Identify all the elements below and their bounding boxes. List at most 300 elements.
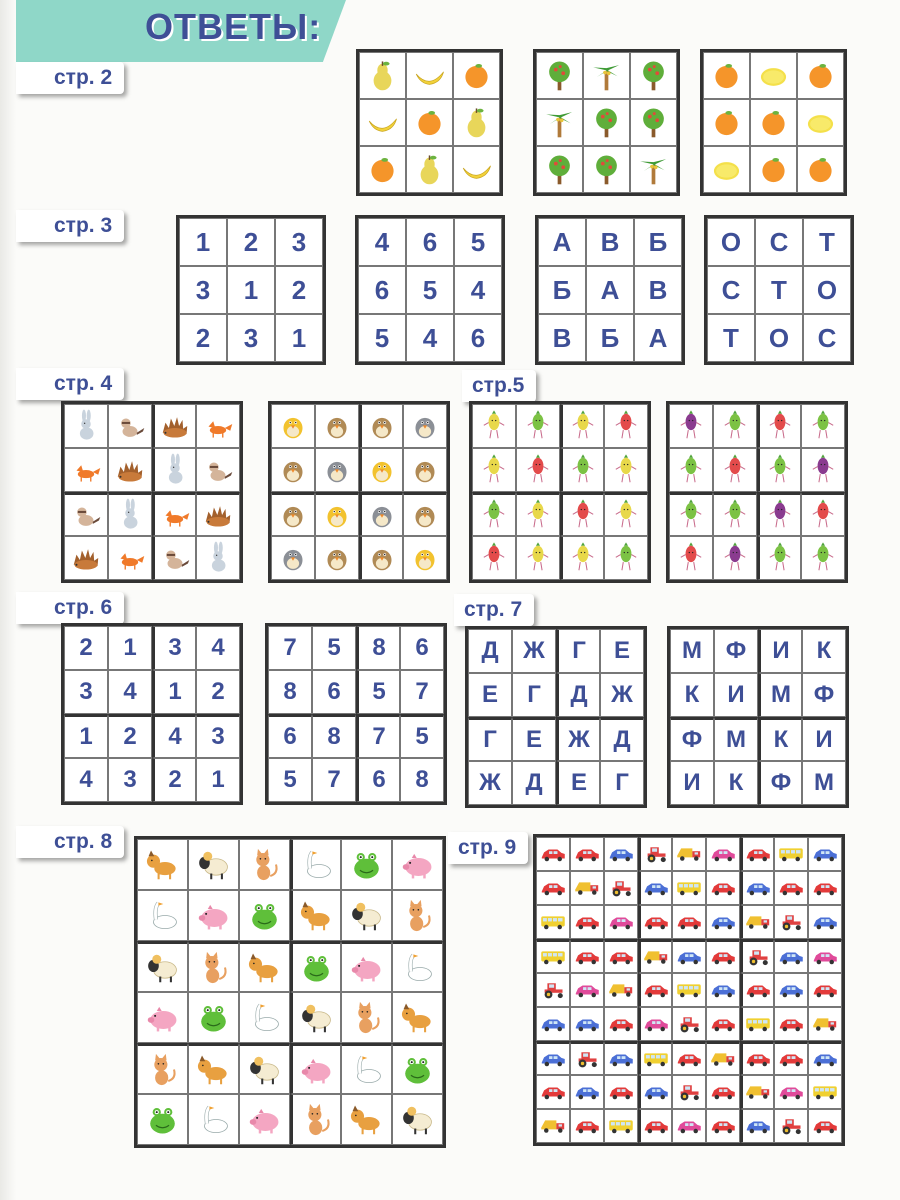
pig-icon: [296, 1049, 337, 1090]
grid-cell: [757, 536, 801, 580]
car-red-icon: [744, 976, 772, 1004]
grid-cell: [740, 837, 774, 871]
grid-cell: [774, 1007, 808, 1041]
dog-icon: [346, 1099, 387, 1140]
grid-cell: [271, 536, 315, 580]
p3-grid-4: [704, 215, 854, 365]
grid-cell: [703, 99, 750, 146]
grid-cell: [536, 837, 570, 871]
grid-cell: М: [714, 717, 758, 761]
grid-cell: [403, 448, 447, 492]
veg-green-icon: [763, 541, 797, 575]
grid-cell: М: [802, 761, 846, 805]
bus-icon: [744, 1010, 772, 1038]
grid-cell: [706, 973, 740, 1007]
veg-purple-icon: [674, 409, 708, 443]
veg-red-icon: [763, 409, 797, 443]
car-blue-icon: [744, 874, 772, 902]
grid-cell: [740, 973, 774, 1007]
grid-cell: [672, 1007, 706, 1041]
grid-cell: Т: [707, 314, 755, 362]
grid-cell: Ф: [714, 629, 758, 673]
car-red-icon: [642, 976, 670, 1004]
car-red-icon: [744, 840, 772, 868]
tree-icon: [541, 151, 578, 188]
grid-cell: С: [755, 218, 803, 266]
grid-cell: [341, 1043, 392, 1094]
grid-cell: 1: [152, 670, 196, 714]
grid-cell: [341, 890, 392, 941]
grid-cell: [638, 939, 672, 973]
veg-green-icon: [674, 498, 708, 532]
car-red-icon: [811, 976, 839, 1004]
grid-cell: [239, 890, 290, 941]
grid-cell: [750, 52, 797, 99]
palm-icon: [541, 104, 578, 141]
tree-icon: [635, 57, 672, 94]
veg-green-icon: [521, 409, 555, 443]
grid-cell: [536, 973, 570, 1007]
grid-cell: [108, 448, 152, 492]
grid-cell: [740, 905, 774, 939]
veg-purple-icon: [718, 541, 752, 575]
grid-cell: 2: [152, 758, 196, 802]
grid-cell: [801, 536, 845, 580]
goose-icon: [244, 997, 285, 1038]
grid-cell: [774, 1075, 808, 1109]
grid-cell: 4: [108, 670, 152, 714]
veg-red-icon: [674, 541, 708, 575]
car-blue-icon: [607, 840, 635, 868]
grid-cell: 7: [268, 626, 312, 670]
grid-cell: 6: [268, 714, 312, 758]
grid-cell: [604, 448, 648, 492]
tractor-icon: [744, 943, 772, 971]
grid-cell: [392, 941, 443, 992]
tractor-icon: [607, 874, 635, 902]
grid-cell: [536, 1075, 570, 1109]
raccoon-icon: [158, 541, 192, 575]
bird-gray-icon: [408, 409, 442, 443]
grid-cell: К: [758, 717, 802, 761]
grid-cell: Ф: [670, 717, 714, 761]
grid-cell: [137, 992, 188, 1043]
tractor-icon: [777, 1112, 805, 1140]
veg-red-icon: [566, 498, 600, 532]
car-red-icon: [709, 1112, 737, 1140]
dog-icon: [244, 947, 285, 988]
dog-icon: [397, 997, 438, 1038]
goose-icon: [296, 844, 337, 885]
grid-cell: [808, 837, 842, 871]
goose-icon: [193, 1099, 234, 1140]
grid-cell: [516, 404, 560, 448]
car-red-icon: [777, 874, 805, 902]
orange-icon: [802, 57, 839, 94]
grid-cell: 4: [196, 626, 240, 670]
car-blue-icon: [539, 1010, 567, 1038]
p7-grid-1: [465, 626, 647, 808]
veg-green-icon: [674, 453, 708, 487]
grid-cell: [560, 492, 604, 536]
sheep-icon: [142, 947, 183, 988]
grid-cell: [536, 146, 583, 193]
pear-icon: [458, 104, 495, 141]
grid-cell: [638, 1041, 672, 1075]
bird-brown-icon: [276, 498, 310, 532]
frog-icon: [244, 895, 285, 936]
grid-cell: [706, 837, 740, 871]
grid-cell: 1: [196, 758, 240, 802]
grid-cell: [516, 448, 560, 492]
lemon-icon: [708, 151, 745, 188]
grid-cell: [583, 99, 630, 146]
grid-cell: [315, 448, 359, 492]
sheep-icon: [193, 844, 234, 885]
veg-yellow-icon: [477, 453, 511, 487]
grid-cell: 8: [268, 670, 312, 714]
grid-cell: [604, 1041, 638, 1075]
veg-green-icon: [806, 409, 840, 443]
grid-cell: [64, 404, 108, 448]
grid-cell: Ф: [758, 761, 802, 805]
bird-brown-icon: [365, 541, 399, 575]
car-red-icon: [642, 1112, 670, 1140]
palm-icon: [635, 151, 672, 188]
truck-icon: [607, 976, 635, 1004]
grid-cell: В: [538, 314, 586, 362]
grid-cell: [560, 448, 604, 492]
grid-cell: [713, 404, 757, 448]
orange-icon: [364, 151, 401, 188]
grid-cell: [341, 839, 392, 890]
dog-icon: [296, 895, 337, 936]
hedgehog-icon: [69, 541, 103, 575]
page-label-7: стр. 7: [454, 594, 534, 626]
cat-icon: [346, 997, 387, 1038]
grid-cell: Ж: [600, 673, 644, 717]
grid-cell: [740, 1109, 774, 1143]
bird-gray-icon: [320, 453, 354, 487]
cat-icon: [296, 1099, 337, 1140]
grid-cell: [669, 404, 713, 448]
car-red-icon: [573, 840, 601, 868]
grid-cell: [271, 448, 315, 492]
grid-cell: Б: [634, 218, 682, 266]
grid-cell: [630, 99, 677, 146]
grid-cell: [706, 939, 740, 973]
grid-cell: 8: [312, 714, 356, 758]
grid-cell: [774, 905, 808, 939]
car-pink-icon: [573, 976, 601, 1004]
p6-grid-1: [61, 623, 243, 805]
grid-cell: [315, 404, 359, 448]
grid-cell: [570, 939, 604, 973]
grid-cell: [239, 1094, 290, 1145]
grid-cell: [774, 1109, 808, 1143]
dog-icon: [193, 1049, 234, 1090]
frog-icon: [397, 1049, 438, 1090]
pear-icon: [364, 57, 401, 94]
tree-icon: [588, 104, 625, 141]
car-blue-icon: [811, 908, 839, 936]
grid-cell: А: [538, 218, 586, 266]
grid-cell: А: [634, 314, 682, 362]
grid-cell: [604, 492, 648, 536]
grid-cell: [290, 839, 341, 890]
grid-cell: 1: [64, 714, 108, 758]
p6-grid-2: [265, 623, 447, 805]
grid-cell: [392, 1043, 443, 1094]
grid-cell: [570, 1007, 604, 1041]
car-blue-icon: [607, 1045, 635, 1073]
car-blue-icon: [709, 908, 737, 936]
veg-green-icon: [763, 453, 797, 487]
grid-cell: И: [802, 717, 846, 761]
bird-yellow-icon: [320, 498, 354, 532]
raccoon-icon: [113, 409, 147, 443]
grid-cell: 5: [358, 314, 406, 362]
grid-cell: [672, 837, 706, 871]
grid-cell: [740, 1007, 774, 1041]
bird-yellow-icon: [408, 541, 442, 575]
grid-cell: 3: [152, 626, 196, 670]
grid-cell: [713, 492, 757, 536]
car-blue-icon: [573, 1010, 601, 1038]
grid-cell: [188, 890, 239, 941]
grid-cell: [196, 404, 240, 448]
grid-cell: К: [670, 673, 714, 717]
veg-green-icon: [609, 541, 643, 575]
car-pink-icon: [811, 943, 839, 971]
grid-cell: [604, 1109, 638, 1143]
grid-cell: Е: [556, 761, 600, 805]
car-blue-icon: [642, 1078, 670, 1106]
grid-cell: 5: [454, 218, 502, 266]
grid-cell: М: [758, 673, 802, 717]
page-label-9: стр. 9: [448, 832, 528, 864]
grid-cell: 6: [312, 670, 356, 714]
rabbit-icon: [158, 453, 192, 487]
grid-cell: Г: [512, 673, 556, 717]
grid-cell: [536, 1109, 570, 1143]
grid-cell: [341, 941, 392, 992]
p5-grid-2: [666, 401, 848, 583]
page-title: ОТВЕТЫ:: [145, 6, 322, 47]
grid-cell: [713, 448, 757, 492]
grid-cell: [672, 871, 706, 905]
car-pink-icon: [675, 1112, 703, 1140]
grid-cell: 3: [227, 314, 275, 362]
car-blue-icon: [642, 874, 670, 902]
rabbit-icon: [201, 541, 235, 575]
grid-cell: М: [670, 629, 714, 673]
grid-cell: 8: [400, 758, 444, 802]
grid-cell: [750, 99, 797, 146]
grid-cell: [188, 1094, 239, 1145]
grid-cell: [583, 146, 630, 193]
grid-cell: [703, 52, 750, 99]
page-label-8: стр. 8: [16, 826, 124, 858]
cat-icon: [142, 1049, 183, 1090]
grid-cell: [774, 837, 808, 871]
banana-icon: [364, 104, 401, 141]
grid-cell: 5: [400, 714, 444, 758]
grid-cell: [196, 448, 240, 492]
grid-cell: [536, 939, 570, 973]
car-red-icon: [777, 1045, 805, 1073]
grid-cell: [137, 839, 188, 890]
grid-cell: [604, 1075, 638, 1109]
grid-cell: 6: [406, 218, 454, 266]
grid-cell: Ж: [556, 717, 600, 761]
grid-cell: 4: [358, 218, 406, 266]
truck-icon: [744, 908, 772, 936]
grid-cell: [239, 839, 290, 890]
truck-icon: [811, 1010, 839, 1038]
car-blue-icon: [777, 976, 805, 1004]
grid-cell: [797, 146, 844, 193]
grid-cell: Т: [755, 266, 803, 314]
bus-icon: [642, 1045, 670, 1073]
grid-cell: [560, 404, 604, 448]
grid-cell: [638, 837, 672, 871]
car-red-icon: [539, 840, 567, 868]
car-red-icon: [539, 1078, 567, 1106]
grid-cell: [188, 992, 239, 1043]
pear-icon: [411, 151, 448, 188]
grid-cell: В: [586, 218, 634, 266]
grid-cell: 7: [312, 758, 356, 802]
bus-icon: [539, 943, 567, 971]
bus-icon: [675, 976, 703, 1004]
bus-icon: [539, 908, 567, 936]
grid-cell: [801, 492, 845, 536]
p8-grid: [134, 836, 446, 1148]
grid-cell: Д: [468, 629, 512, 673]
grid-cell: [672, 1041, 706, 1075]
grid-cell: [152, 492, 196, 536]
grid-cell: 6: [400, 626, 444, 670]
grid-cell: 6: [454, 314, 502, 362]
bus-icon: [811, 1078, 839, 1106]
grid-cell: 4: [454, 266, 502, 314]
grid-cell: [672, 1109, 706, 1143]
tractor-icon: [539, 976, 567, 1004]
hedgehog-icon: [113, 453, 147, 487]
grid-cell: [774, 1041, 808, 1075]
grid-cell: Д: [512, 761, 556, 805]
grid-cell: [706, 1041, 740, 1075]
car-blue-icon: [573, 1078, 601, 1106]
car-red-icon: [675, 908, 703, 936]
sheep-icon: [397, 1099, 438, 1140]
grid-cell: [536, 905, 570, 939]
p2-grid-2: [533, 49, 680, 196]
car-pink-icon: [777, 1078, 805, 1106]
grid-cell: [516, 536, 560, 580]
pig-icon: [397, 844, 438, 885]
pig-icon: [142, 997, 183, 1038]
grid-cell: [713, 536, 757, 580]
grid-cell: 6: [356, 758, 400, 802]
grid-cell: 2: [196, 670, 240, 714]
bird-brown-icon: [408, 498, 442, 532]
car-red-icon: [709, 874, 737, 902]
raccoon-icon: [69, 498, 103, 532]
grid-cell: [797, 99, 844, 146]
grid-cell: [359, 146, 406, 193]
grid-cell: [196, 492, 240, 536]
p7-grid-2: [667, 626, 849, 808]
dog-icon: [142, 844, 183, 885]
car-red-icon: [777, 1010, 805, 1038]
grid-cell: 2: [108, 714, 152, 758]
grid-cell: 3: [275, 218, 323, 266]
veg-yellow-icon: [566, 541, 600, 575]
grid-cell: 1: [179, 218, 227, 266]
p3-grid-3: [535, 215, 685, 365]
grid-cell: [152, 536, 196, 580]
grid-cell: Ж: [512, 629, 556, 673]
grid-cell: [808, 1041, 842, 1075]
grid-cell: [290, 1043, 341, 1094]
grid-cell: 2: [275, 266, 323, 314]
grid-cell: [808, 871, 842, 905]
grid-cell: [152, 448, 196, 492]
car-red-icon: [642, 908, 670, 936]
grid-cell: И: [670, 761, 714, 805]
grid-cell: [570, 871, 604, 905]
grid-cell: [757, 404, 801, 448]
grid-cell: [406, 52, 453, 99]
grid-cell: [638, 1007, 672, 1041]
grid-cell: [137, 1094, 188, 1145]
veg-yellow-icon: [477, 409, 511, 443]
car-blue-icon: [539, 1045, 567, 1073]
grid-cell: Д: [556, 673, 600, 717]
grid-cell: С: [803, 314, 851, 362]
grid-cell: [341, 992, 392, 1043]
page-edge: [0, 0, 16, 1200]
grid-cell: [750, 146, 797, 193]
grid-cell: [453, 52, 500, 99]
grid-cell: 3: [108, 758, 152, 802]
p2-grid-3: [700, 49, 847, 196]
grid-cell: [703, 146, 750, 193]
fox-icon: [113, 541, 147, 575]
grid-cell: [808, 905, 842, 939]
sheep-icon: [244, 1049, 285, 1090]
truck-icon: [642, 943, 670, 971]
bird-gray-icon: [365, 498, 399, 532]
bird-brown-icon: [408, 453, 442, 487]
banana-icon: [458, 151, 495, 188]
grid-cell: [536, 1007, 570, 1041]
page-label-3: стр. 3: [16, 210, 124, 242]
grid-cell: 8: [356, 626, 400, 670]
grid-cell: [239, 941, 290, 992]
hedgehog-icon: [158, 409, 192, 443]
grid-cell: [239, 992, 290, 1043]
veg-red-icon: [718, 453, 752, 487]
grid-cell: Ф: [802, 673, 846, 717]
veg-green-icon: [806, 541, 840, 575]
orange-icon: [755, 151, 792, 188]
veg-purple-icon: [806, 453, 840, 487]
veg-green-icon: [718, 498, 752, 532]
tractor-icon: [675, 1010, 703, 1038]
